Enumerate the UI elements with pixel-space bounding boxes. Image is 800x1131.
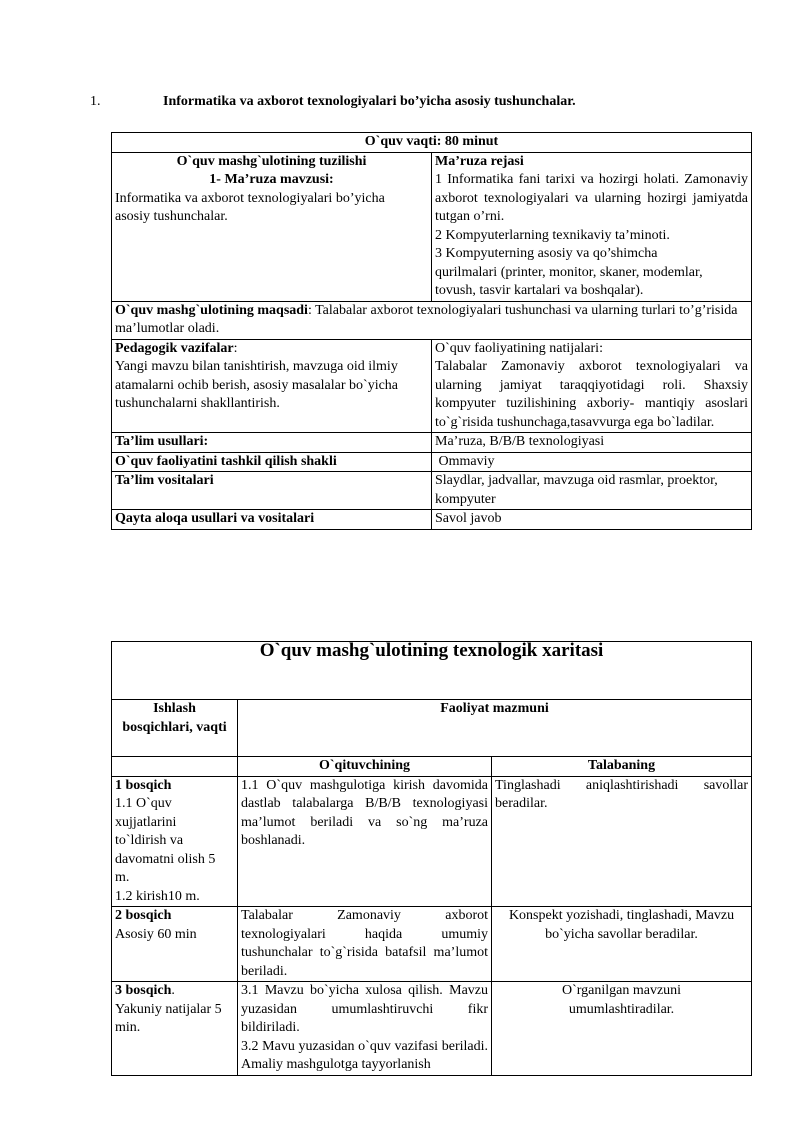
teaching-methods-label: Ta’lim usullari: [112, 433, 432, 453]
learning-results-label: O`quv faoliyatining natijalari: [435, 340, 603, 356]
organization-form-value: Ommaviy [432, 452, 752, 472]
teacher-activity-line: 3.2 Mavu yuzasidan o`quv vazifasi beriladi. Amaliy mashgulotga tayyorlanish [241, 1038, 488, 1072]
pedagogical-tasks-text: Yangi mavzu bilan tanishtirish, mavzuga oid ilmiy atamalarni ochib berish, asosiy masalalar bo`yicha tushunchalarni shakllantirish. [115, 359, 399, 411]
lecture-plan-title: Ma’ruza rejasi [435, 153, 524, 169]
stage-row [112, 907, 752, 982]
teaching-tools-label: Ta’lim vositalari [112, 472, 432, 510]
teacher-column-header: O`qituvchining [238, 757, 492, 777]
study-time: O`quv vaqti: 80 minut [112, 133, 752, 153]
heading-title: Informatika va axborot texnologiyalari bo’yicha asosiy tushunchalar. [163, 94, 576, 109]
stage-line: 1.1 O`quv xujjatlarini to`ldirish va davomatni olish 5 m. [115, 796, 216, 885]
pedagogical-tasks-cell: Pedagogik vazifalar: Yangi mavzu bilan tanishtirish, mavzuga oid ilmiy atamalarni ochib berish, asosiy masalalar bo`yicha tushunchalarni shakllantirish. [112, 339, 432, 433]
teacher-activity [238, 982, 492, 1076]
learning-results-cell [432, 339, 752, 433]
teaching-tools-value: Slaydlar, jadvallar, mavzuga oid rasmlar, proektor, kompyuter [432, 472, 752, 510]
organization-form-label: O`quv faoliyatini tashkil qilish shakli [112, 452, 432, 472]
content-column-header: Faoliyat mazmuni [238, 700, 752, 757]
lecture-topic-label: 1- Ma’ruza mavzusi: [209, 172, 334, 187]
teaching-methods-value: Ma’ruza, B/B/B texnologiyasi [432, 433, 752, 453]
technology-map-title: O`quv mashg`ulotining texnologik xaritasi [112, 642, 752, 700]
lesson-goal-label: O`quv mashg`ulotining maqsadi [115, 302, 308, 318]
structure-title: O`quv mashg`ulotining tuzilishi [176, 153, 367, 169]
lesson-goal [112, 301, 752, 339]
stages-subheader-empty [112, 757, 238, 777]
student-activity: Tinglashadi aniqlashtirishadi savollar beradilar. [492, 776, 752, 907]
student-activity: Konspekt yozishadi, tinglashadi, Mavzu bo`yicha savollar beradilar. [492, 907, 752, 982]
stage-cell: 3 bosqich. Yakuniy natijalar 5 min. [112, 982, 238, 1076]
lecture-plan-cell [432, 152, 752, 301]
teacher-activity: 1.1 O`quv mashgulotiga kirish davomida dastlab talabalarga B/B/B texnologiyasi ma’lumot beriladi va so`ng ma’ruza boshlanadi. [238, 776, 492, 907]
stage-label: 3 bosqich [115, 983, 172, 998]
student-column-header: Talabaning [492, 757, 752, 777]
stage-label: 1 bosqich [115, 777, 172, 793]
feedback-methods-value: Savol javob [432, 510, 752, 530]
lecture-plan-item: 3 Kompyuterning asosiy va qo’shimcha qurilmalari (printer, monitor, skaner, modemlar, tovush, tasvir kartalari va boshqalar). [435, 246, 703, 298]
pedagogical-tasks-label: Pedagogik vazifalar [115, 340, 234, 356]
lesson-plan-table [111, 132, 752, 530]
lecture-plan-item: 1 Informatika fani tarixi va hozirgi holati. Zamonaviy axborot texnologiyalari va ularning hozirgi jamiyatda tutgan o’rni. [435, 172, 749, 224]
stages-column-header: Ishlash bosqichlari, vaqti [112, 700, 238, 757]
stage-line: Yakuniy natijalar 5 min. [115, 1001, 222, 1035]
stage-line: Asosiy 60 min [115, 926, 197, 942]
stage-label: 2 bosqich [115, 908, 172, 923]
lecture-plan-item: 2 Kompyuterlarning texnikaviy ta’minoti. [435, 227, 670, 243]
stage-row [112, 982, 752, 1076]
lecture-topic: Informatika va axborot texnologiyalari bo’yicha asosiy tushunchalar. [115, 190, 385, 224]
structure-cell [112, 152, 432, 301]
stage-line: 1.2 kirish10 m. [115, 888, 200, 904]
student-activity: O`rganilgan mavzuni umumlashtiradilar. [492, 982, 752, 1076]
teacher-activity-line: 3.1 Mavzu bo`yicha xulosa qilish. Mavzu yuzasidan umumlashtiruvchi fikr bildiriladi. [241, 983, 488, 1035]
learning-results-text: Talabalar Zamonaviy axborot texnologiyalari va ularning jamiyat taraqqiyotidagi roli. Shaxsiy kompyuter tuzilishining axboriy- mantiqiy asoslari to`g`risida tushunchaga,tasavvurga ega bo`ladilar. [435, 359, 749, 430]
technology-map-table [111, 641, 752, 1076]
stage-cell [112, 907, 238, 982]
teacher-activity: Talabalar Zamonaviy axborot texnologiyalari haqida umumiy tushunchalar to`g`risida batafsil ma’lumot beriladi. [238, 907, 492, 982]
stage-row [112, 776, 752, 907]
stage-cell [112, 776, 238, 907]
lesson-goal-text: : Talabalar axborot texnologiyalari tushunchasi va ularning turlari to’g’risida ma’lumotlar oladi. [115, 302, 738, 336]
feedback-methods-label: Qayta aloqa usullari va vositalari [112, 510, 432, 530]
heading-number: 1. [90, 94, 101, 109]
